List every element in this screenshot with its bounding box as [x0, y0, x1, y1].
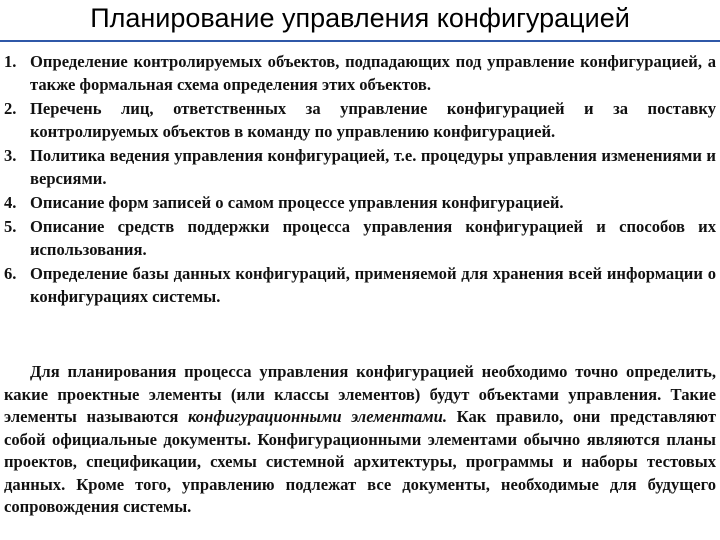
list-item-text: Описание форм записей о самом процессе управления конфигурацией. — [30, 193, 564, 212]
list-item-text: Описание средств поддержки процесса управления конфигурацией и способов их использования. — [30, 217, 716, 259]
list-item-number: 3. — [4, 146, 17, 165]
list-item-text: Определение базы данных конфигураций, применяемой для хранения всей информации о конфигурациях системы. — [30, 264, 716, 306]
list-item — [4, 191, 716, 214]
list-item — [4, 262, 716, 308]
paragraph-emphasis: конфигурационными элементами. — [188, 407, 448, 426]
list-item-text: Перечень лиц, ответственных за управление конфигурацией и за поставку контролируемых объектов в команду по управлению конфигурацией. — [30, 99, 716, 141]
paragraph-text-after: Как правило, они представляют собой официальные документы. Конфигурационными элементами обычно являются планы проектов, спецификации, схемы системной архитектуры, программы и наборы тестовых данных. Кроме того, управлению подлежат все документы, необходимые для будущего сопровождения системы. — [4, 407, 716, 516]
list-item — [4, 215, 716, 261]
list-item-number: 1. — [4, 52, 17, 71]
title-underline — [0, 40, 720, 42]
paragraph-text-before: Для планирования процесса управления конфигурацией необходимо точно определить, какие проектные элементы (или классы элементов) будут объектами управления. Такие элементы называются — [4, 362, 716, 426]
list-item-text: Политика ведения управления конфигурацией, т.е. процедуры управления изменениями и версиями. — [30, 146, 716, 188]
body-paragraph — [4, 361, 716, 519]
list-item-number: 6. — [4, 264, 17, 283]
list-item — [4, 50, 716, 96]
list-item-number: 5. — [4, 217, 17, 236]
slide-title: Планирование управления конфигурацией — [90, 3, 630, 33]
list-item — [4, 144, 716, 190]
list-item — [4, 97, 716, 143]
list-item-number: 4. — [4, 193, 17, 212]
numbered-list — [4, 50, 716, 309]
list-item-text: Определение контролируемых объектов, подпадающих под управление конфигурацией, а также формальная схема определения этих объектов. — [30, 52, 716, 94]
list-item-number: 2. — [4, 99, 17, 118]
